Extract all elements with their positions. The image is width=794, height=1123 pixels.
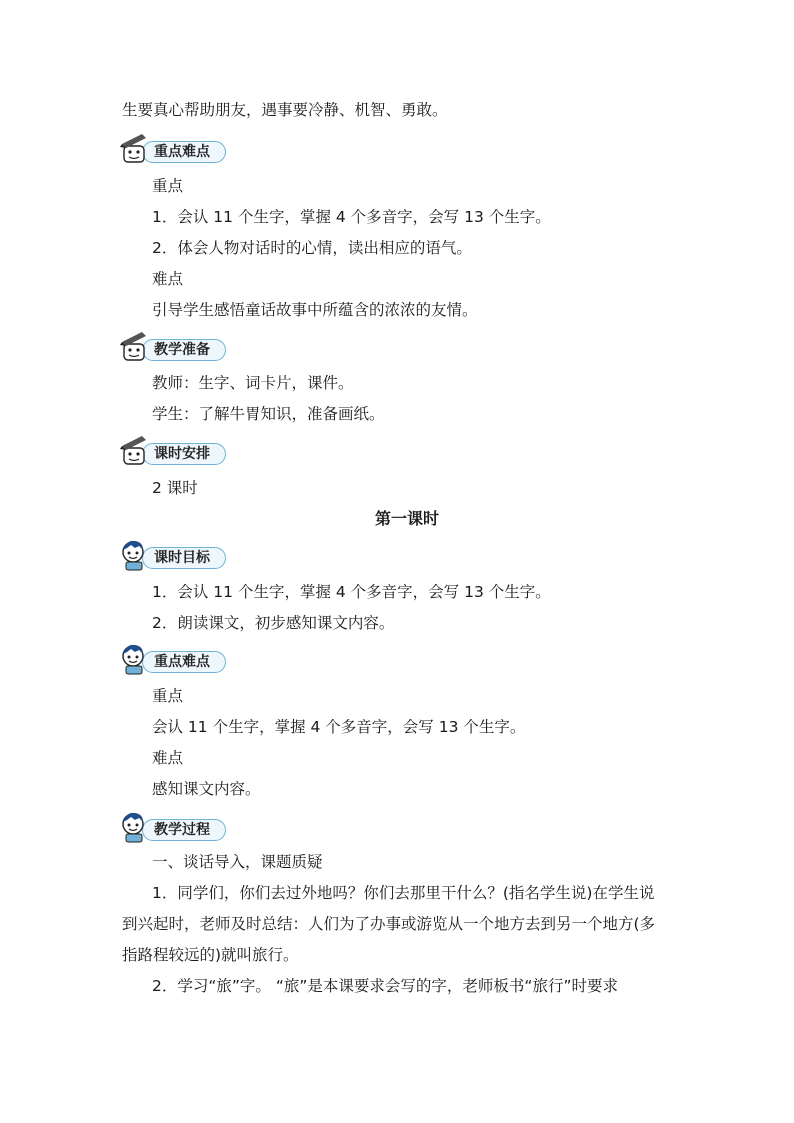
section-header-label: 重点难点 [154,654,210,670]
boy-mascot-icon [118,810,158,844]
section-header-label: 教学过程 [154,822,210,838]
boy-mascot-icon [118,538,158,572]
section-header-goals [118,538,230,572]
section-header-process [118,810,230,844]
text-line: 2．朗读课文，初步感知课文内容。 [152,614,395,632]
text-line: 2．学习“旅”字。 “旅”是本课要求会写的字，老师板书“旅行”时要求 [152,977,618,995]
section-header-label: 重点难点 [154,144,210,160]
section-header-schedule [118,434,230,468]
section-header-preparation [118,330,230,364]
text-line: 2．体会人物对话时的心情，读出相应的语气。 [152,239,472,257]
text-line: 难点 [152,270,184,288]
lesson-title: 第一课时 [375,509,440,528]
text-line: 感知课文内容。 [152,780,261,798]
text-line: 1．会认 11 个生字，掌握 4 个多音字，会写 13 个生字。 [152,583,551,601]
pencil-mascot-icon [118,434,158,468]
text-line: 难点 [152,749,184,767]
pencil-mascot-icon [118,132,158,166]
section-header-label: 教学准备 [154,342,210,358]
text-line: 学生：了解牛胃知识，准备画纸。 [152,405,385,423]
text-line: 重点 [152,177,184,195]
text-line: 引导学生感悟童话故事中所蕴含的浓浓的友情。 [152,301,478,319]
section-header-label: 课时安排 [154,446,210,462]
section-header-label: 课时目标 [154,550,210,566]
section-header-key-points-1 [118,132,230,166]
pencil-mascot-icon [118,330,158,364]
section-header-key-points-2 [118,642,230,676]
text-line: 教师：生字、词卡片，课件。 [152,374,354,392]
text-line: 1．会认 11 个生字，掌握 4 个多音字，会写 13 个生字。 [152,208,551,226]
text-line: 一、谈话导入，课题质疑 [152,853,323,871]
text-line: 2 课时 [152,479,198,497]
text-line: 到兴起时，老师及时总结：人们为了办事或游览从一个地方去到另一个地方(多 [122,915,656,933]
boy-mascot-icon [118,642,158,676]
intro-text: 生要真心帮助朋友，遇事要冷静、机智、勇敢。 [122,101,448,119]
text-line: 1．同学们，你们去过外地吗？你们去那里干什么？(指名学生说)在学生说 [152,884,655,902]
text-line: 会认 11 个生字，掌握 4 个多音字，会写 13 个生字。 [152,718,526,736]
text-line: 指路程较远的)就叫旅行。 [122,946,299,964]
text-line: 重点 [152,687,184,705]
